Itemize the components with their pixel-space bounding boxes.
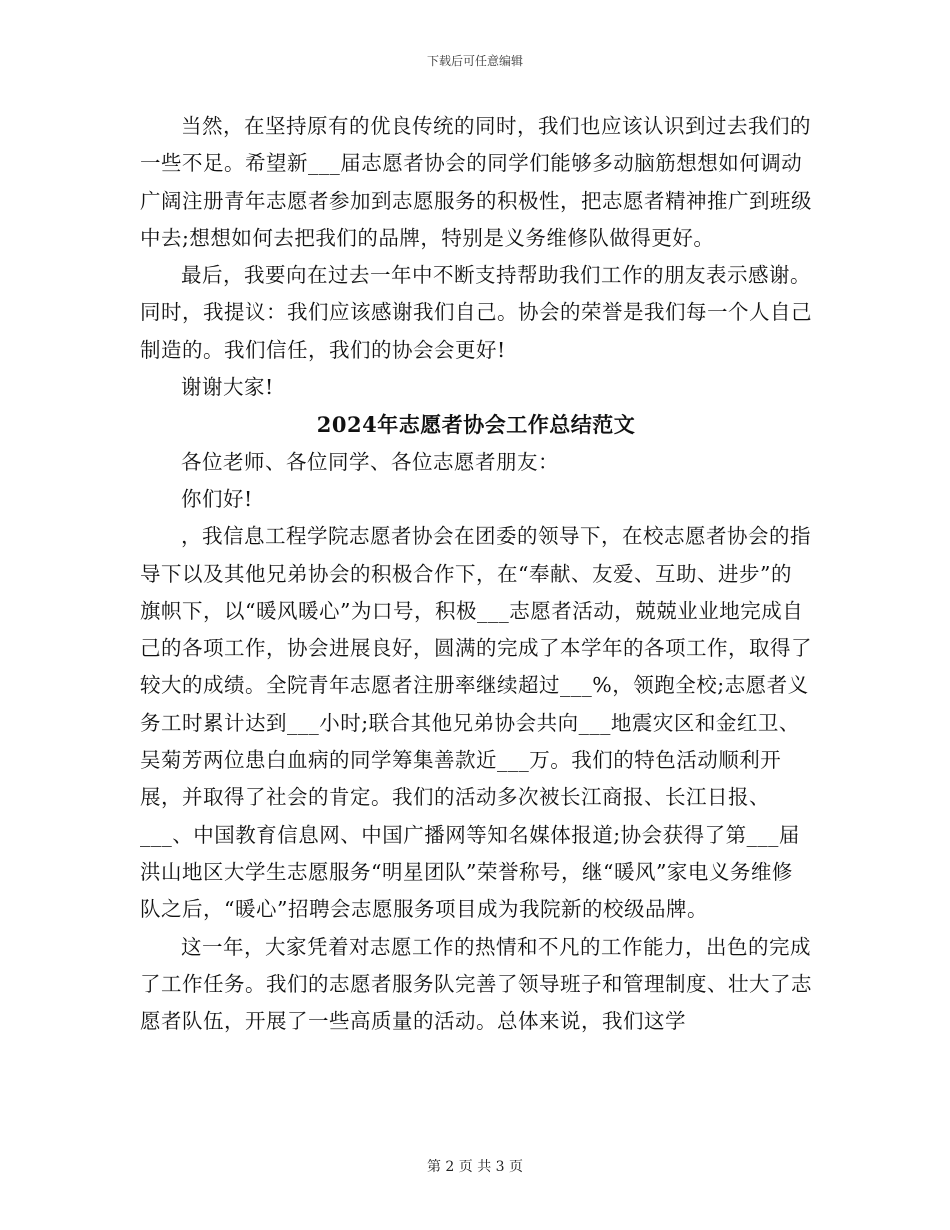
salutation: 各位老师、各位同学、各位志愿者朋友： [181, 449, 559, 474]
document-body [140, 108, 812, 1040]
page-header: 下载后可任意编辑 [426, 54, 523, 68]
greeting: 你们好! [181, 486, 253, 511]
paragraph: 当然，在坚持原有的优良传统的同时，我们也应该认识到过去我们的一些不足。希望新___届志愿者协会的同学们能够多动脑筋想想如何调动广阔注册青年志愿者参加到志愿服务的积极性，把志愿者精神推广到班级中去;想想如何去把我们的品牌，特别是义务维修队做得更好。 [140, 114, 812, 250]
paragraph: ，我信息工程学院志愿者协会在团委的领导下，在校志愿者协会的指导下以及其他兄弟协会的积极合作下，在“奉献、友爱、互助、进步”的旗帜下，以“暖风暖心”为口号，积极___志愿者活动，兢兢业业地完成自己的各项工作，协会进展良好，圆满的完成了本学年的各项工作，取得了较大的成绩。全院青年志愿者注册率继续超过___%，领跑全校;志愿者义务工时累计达到___小时;联合其他兄弟协会共向___地震灾区和金红卫、吴菊芳两位患白血病的同学筹集善款近___万。我们的特色活动顺利开展，并取得了社会的肯定。我们的活动多次被长江商报、长江日报、___、中国教育信息网、中国广播网等知名媒体报道;协会获得了第___届洪山地区大学生志愿服务“明星团队”荣誉称号，继“暖风”家电义务维修队之后，“暖心”招聘会志愿服务项目成为我院新的校级品牌。 [140, 524, 812, 922]
paragraph: 最后，我要向在过去一年中不断支持帮助我们工作的朋友表示感谢。同时，我提议：我们应该感谢我们自己。协会的荣誉是我们每一个人自己制造的。我们信任，我们的协会会更好! [140, 263, 812, 362]
page-number: 第 2 页 共 3 页 [426, 1159, 524, 1175]
paragraph: 这一年，大家凭着对志愿工作的热情和不凡的工作能力，出色的完成了工作任务。我们的志愿者服务队完善了领导班子和管理制度、壮大了志愿者队伍，开展了一些高质量的活动。总体来说，我们这学 [140, 934, 812, 1034]
document-title: 2024年志愿者协会工作总结范文 [316, 412, 636, 438]
paragraph: 谢谢大家! [181, 375, 274, 400]
